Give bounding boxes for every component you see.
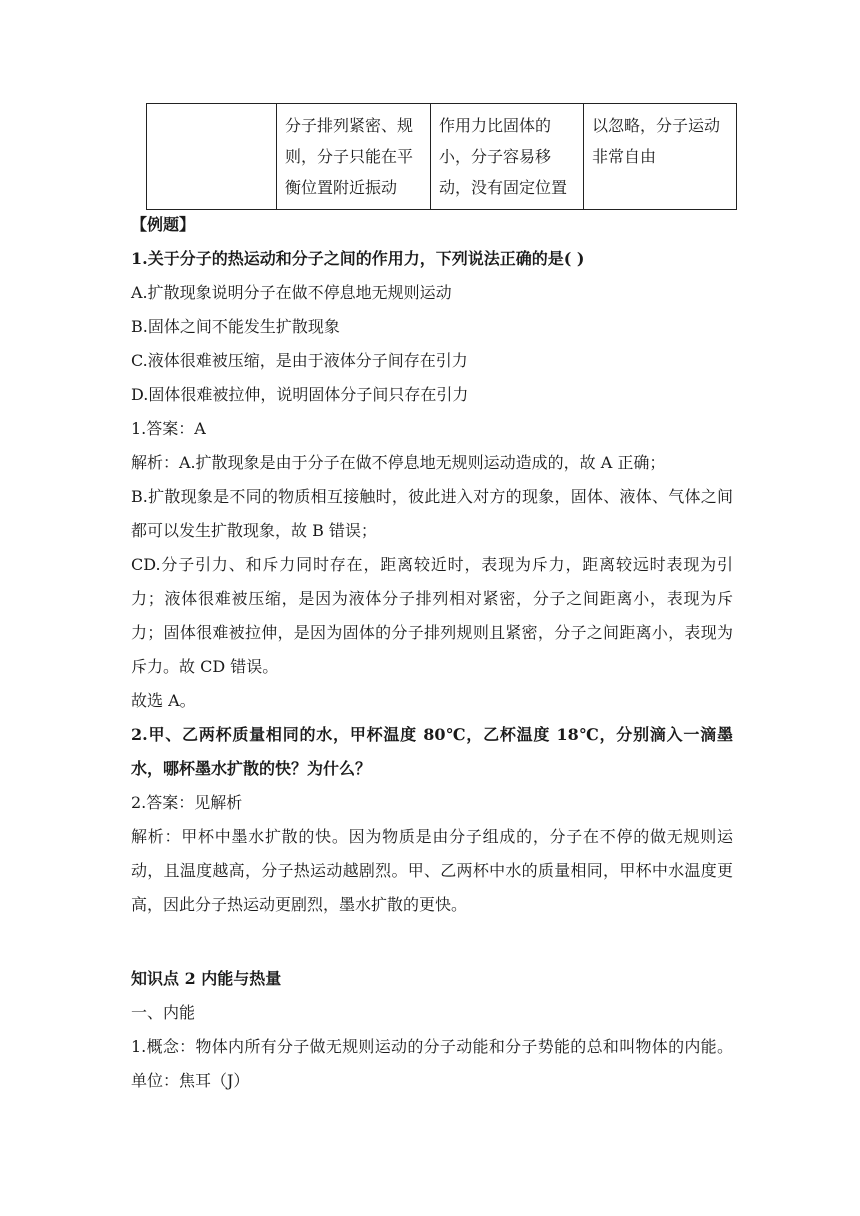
spacer xyxy=(131,922,733,962)
question-1-answer: 1.答案：A xyxy=(131,419,206,438)
table-cell: 以忽略，分子运动非常自由 xyxy=(584,104,737,210)
question-2-analysis: 解析：甲杯中墨水扩散的快。因为物质是由分子组成的，分子在不停的做无规则运动，且温度越高，分子热运动越剧烈。甲、乙两杯中水的质量相同，甲杯中水温度更高，因此分子热运动更剧烈，墨水扩散的更快。 xyxy=(131,827,733,914)
subsection-title: 一、内能 xyxy=(131,1003,196,1022)
question-1-conclusion: 故选 A。 xyxy=(131,691,196,710)
option-c: C.液体很难被压缩，是由于液体分子间存在引力 xyxy=(131,351,468,370)
table-cell xyxy=(147,104,277,210)
knowledge-point-title: 知识点 2 内能与热量 xyxy=(131,969,282,988)
question-1-analysis: 解析：A.扩散现象是由于分子在做不停息地无规则运动造成的，故 A 正确； xyxy=(131,453,666,472)
question-2-answer: 2.答案：见解析 xyxy=(131,793,243,812)
question-2-stem: 2.甲、乙两杯质量相同的水，甲杯温度 80℃，乙杯温度 18℃，分别滴入一滴墨水，哪杯墨水扩散的快？为什么？ xyxy=(131,725,733,778)
table-cell: 作用力比固体的小，分子容易移动，没有固定位置 xyxy=(431,104,584,210)
option-b: B.固体之间不能发生扩散现象 xyxy=(131,317,340,336)
question-1-analysis: CD.分子引力、和斥力同时存在，距离较近时，表现为斥力，距离较远时表现为引力；液体很难被压缩，是因为液体分子排列相对紧密，分子之间距离小，表现为斥力；固体很难被拉伸，是因为固体的分子排列规则且紧密，分子之间距离小，表现为斥力。故 CD 错误。 xyxy=(131,555,733,676)
document-body xyxy=(131,208,733,1098)
concept-paragraph: 1.概念：物体内所有分子做无规则运动的分子动能和分子势能的总和叫物体的内能。单位：焦耳（J） xyxy=(131,1037,733,1090)
option-a: A.扩散现象说明分子在做不停息地无规则运动 xyxy=(131,283,452,302)
question-1-analysis: B.扩散现象是不同的物质相互接触时，彼此进入对方的现象，固体、液体、气体之间都可以发生扩散现象，故 B 错误； xyxy=(131,487,733,540)
properties-table xyxy=(146,103,737,210)
question-1-stem: 1.关于分子的热运动和分子之间的作用力，下列说法正确的是( ) xyxy=(131,249,585,268)
section-title: 【例题】 xyxy=(131,215,196,234)
table-cell: 分子排列紧密、规则，分子只能在平衡位置附近振动 xyxy=(277,104,431,210)
table-row xyxy=(147,104,737,210)
option-d: D.固体很难被拉伸，说明固体分子间只存在引力 xyxy=(131,385,469,404)
